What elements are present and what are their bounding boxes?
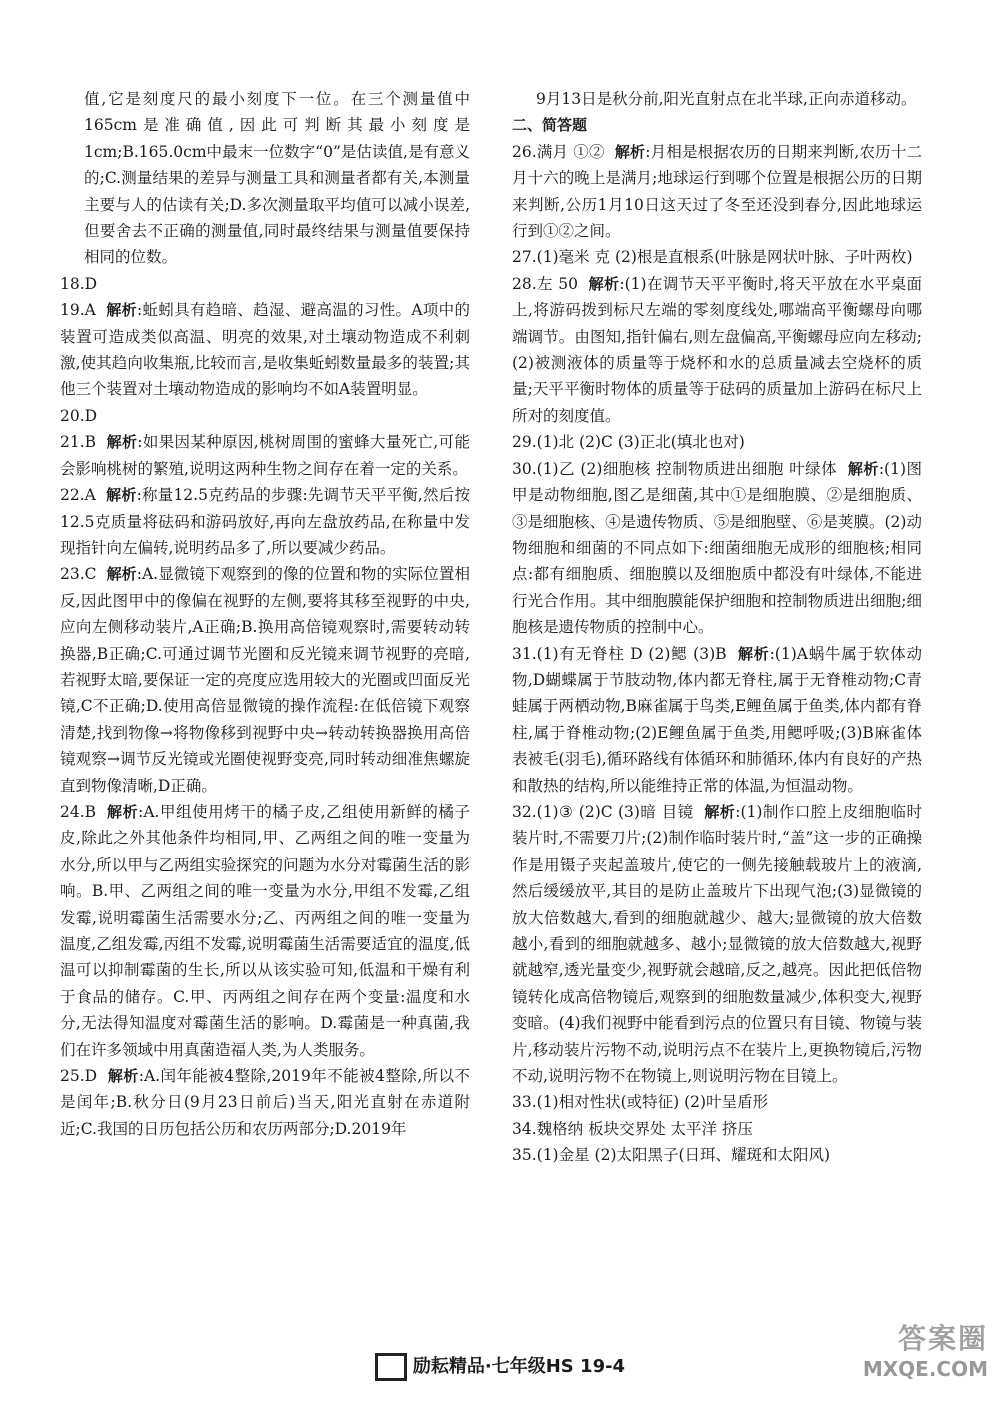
answer-34: 34.魏格纳 板块交界处 太平洋 挤压	[512, 1119, 753, 1138]
answer-28-head: 28.左 50	[512, 274, 578, 293]
answer-23-head: 23.C	[60, 565, 97, 584]
analysis-label: 解析	[106, 565, 137, 584]
right-column	[512, 86, 922, 1169]
footer-text: 励耘精品·七年级HS 19-4	[412, 1356, 626, 1377]
analysis-label: 解析	[106, 433, 138, 452]
answer-21	[60, 429, 470, 482]
watermark	[838, 1317, 988, 1391]
answer-24-body: :A.甲组使用烤干的橘子皮,乙组使用新鲜的橘子皮,除此之外其他条件均相同,甲、乙两组之间的唯一变量为水分,所以甲与乙两组实验探究的问题为水分对霉菌生活的影响。B.甲、乙两组之间的唯一变量为水分,甲组不发霉,乙组发霉,说明霉菌生活需要水分;乙、丙两组之间的唯一变量为温度,乙组发霉,丙组不发霉,说明霉菌生活需要适宜的温度,低温可以抑制霉菌的生长,所以从该实验可知,低温和干燥有利于食品的储存。C.甲、丙两组之间存在两个变量:温度和水分,无法得知温度对霉菌生活的影响。D.霉菌是一种真菌,我们在许多领域中用真菌造福人类,为人类服务。	[60, 802, 470, 1059]
answer-19-head: 19.A	[60, 301, 96, 320]
footer-logo-icon	[375, 1353, 407, 1381]
answer-24	[60, 799, 470, 1063]
answer-29: 29.(1)北 (2)C (3)正北(填北也对)	[512, 433, 745, 452]
answer-20: 20.D	[60, 406, 98, 425]
left-column	[60, 86, 470, 1142]
answer-19-body: :蚯蚓具有趋暗、趋湿、避高温的习性。A项中的装置可造成类似高温、明亮的效果,对土壤动物造成不利刺激,使其趋向收集瓶,比较而言,是收集蚯蚓数量最多的装置;其他三个装置对土壤动物造成的影响均不如A装置明显。	[60, 301, 470, 399]
answer-21-head: 21.B	[60, 433, 97, 452]
watermark-logo: 答案圈	[897, 1322, 988, 1355]
answer-24-head: 24.B	[60, 802, 97, 821]
answer-32	[512, 799, 922, 1089]
answer-30-head: 30.(1)乙 (2)细胞核 控制物质进出细胞 叶绿体	[512, 459, 838, 478]
answer-31-body: :(1)A蜗牛属于软体动物,D蝴蝶属于节肢动物,体内都无脊柱,属于无脊椎动物;C青蛙属于两栖动物,B麻雀属于鸟类,E鲤鱼属于鱼类,体内都有脊柱,属于脊椎动物;(2)E鲤鱼属于鱼类,用鳃呼吸;(3)B麻雀体表被毛(羽毛),循环路线有体循环和肺循环,体内有良好的产热和散热的结构,所以能维持正常的体温,为恒温动物。	[512, 644, 922, 795]
answer-28-body: :(1)在调节天平平衡时,将天平放在水平桌面上,将游码拨到标尺左端的零刻度线处,哪端高平衡螺母向哪端调节。由图知,指针偏右,则左盘偏高,平衡螺母应向左移动;(2)被测液体的质量等于烧杯和水的总质量减去空烧杯的质量;天平平衡时物体的质量等于砝码的质量加上游码在标尺上所对的刻度值。	[512, 274, 922, 425]
analysis-label: 解析	[106, 301, 137, 320]
answer-22-body: :称量12.5克药品的步骤:先调节天平平衡,然后按12.5克质量将砝码和游码放好,再向左盘放药品,在称量中发现指针向左偏转,说明药品多了,所以要减少药品。	[60, 486, 470, 557]
answer-26-body: :月相是根据农历的日期来判断,农历十二月十六的晚上是满月;地球运行到哪个位置是根据公历的日期来判断,公历1月10日这天过了冬至还没到春分,因此地球运行到①②之间。	[512, 142, 923, 241]
answer-35: 35.(1)金星 (2)太阳黑子(日珥、耀斑和太阳风)	[512, 1146, 831, 1165]
answer-25	[60, 1063, 470, 1142]
answer-23	[60, 561, 470, 799]
answer-18: 18.D	[60, 274, 98, 293]
answer-21-body: :如果因某种原因,桃树周围的蜜蜂大量死亡,可能会影响桃树的繁殖,说明这两种生物之间存在着一定的关系。	[60, 433, 470, 478]
analysis-label: 解析	[704, 802, 736, 821]
answer-28	[512, 271, 922, 429]
answer-33: 33.(1)相对性状(或特征) (2)叶呈盾形	[512, 1093, 769, 1112]
analysis-label: 解析	[614, 142, 646, 161]
watermark-url: MXQE.COM	[862, 1357, 988, 1381]
q25-continuation: 9月13日是秋分前,阳光直射点在北半球,正向赤道移动。	[536, 90, 917, 108]
analysis-label: 解析	[107, 1067, 139, 1086]
answer-26	[512, 139, 922, 245]
answer-19	[60, 297, 470, 403]
analysis-label: 解析	[588, 274, 620, 293]
section-heading: 二、简答题	[512, 116, 588, 135]
analysis-label: 解析	[106, 486, 137, 505]
answer-22	[60, 482, 470, 561]
answer-31	[512, 641, 922, 799]
answer-22-head: 22.A	[60, 486, 96, 505]
analysis-label: 解析	[847, 459, 879, 478]
answer-30	[512, 456, 922, 641]
answer-25-body: :A.闰年能被4整除,2019年不能被4整除,所以不是闰年;B.秋分日(9月23日前后)当天,阳光直射在赤道附近;C.我国的日历包括公历和农历两部分;D.2019年	[60, 1067, 470, 1138]
answer-32-body: :(1)制作口腔上皮细胞临时装片时,不需要刀片;(2)制作临时装片时,“盖”这一步的正确操作是用镊子夹起盖玻片,使它的一侧先接触载玻片上的液滴,然后缓缓放平,其目的是防止盖玻片下出现气泡;(3)显微镜的放大倍数越大,看到的细胞就越少、越大;显微镜的放大倍数越小,看到的细胞就越多、越小;显微镜的放大倍数越大,视野就越窄,透光量变少,视野就会越暗,反之,越亮。因此把低倍物镜转化成高倍物镜后,观察到的细胞数量减少,体积变大,视野变暗。(4)我们视野中能看到污点的位置只有目镜、物镜与装片,移动装片污物不动,说明污点不在装片上,更换物镜后,污物不动,说明污物不在物镜上,则说明污物在目镜上。	[512, 802, 922, 1086]
answer-27: 27.(1)毫米 克 (2)根是直根系(叶脉是网状叶脉、子叶两枚)	[512, 248, 913, 267]
analysis-label: 解析	[737, 644, 770, 663]
answer-23-body: :A.显微镜下观察到的像的位置和物的实际位置相反,因此图甲中的像偏在视野的左侧,要将其移至视野的中央,应向左侧移动装片,A正确;B.换用高倍镜观察时,需要转动转换器,B正确;C.可通过调节光圈和反光镜来调节视野的亮暗,若视野太暗,要保证一定的亮度应选用较大的光圈或凹面反光镜,C不正确;D.使用高倍显微镜的操作流程:在低倍镜下观察清楚,找到物像→将物像移到视野中央→转动转换器换用高倍镜观察→调节反光镜或光圈使视野变亮,同时转动细准焦螺旋直到物像清晰,D正确。	[60, 565, 470, 795]
answer-25-head: 25.D	[60, 1067, 98, 1086]
answer-30-body: :(1)图甲是动物细胞,图乙是细菌,其中①是细胞膜、②是细胞质、③是细胞核、④是遗传物质、⑤是细胞壁、⑥是荚膜。(2)动物细胞和细菌的不同点如下:细菌细胞无成形的细胞核;相同点:都有细胞质、细胞膜以及细胞质中都没有叶绿体,不能进行光合作用。其中细胞膜能保护细胞和控制物质进出细胞;细胞核是遗传物质的控制中心。	[512, 459, 922, 637]
analysis-label: 解析	[107, 802, 139, 821]
answer-26-head: 26.满月 ①②	[512, 142, 605, 161]
answer-32-head: 32.(1)③ (2)C (3)暗 目镜	[512, 802, 694, 821]
answer-31-head: 31.(1)有无脊柱 D (2)鳃 (3)B	[512, 644, 727, 663]
q17-continuation: 值,它是刻度尺的最小刻度下一位。在三个测量值中165cm是准确值,因此可判断其最小刻度是1cm;B.165.0cm中最末一位数字“0”是估读值,是有意义的;C.测量结果的差异与测量工具和测量者都有关,本测量主要与人的估读有关;D.多次测量取平均值可以减小误差,但要舍去不正确的测量值,同时最终结果与测量值要保持相同的位数。	[84, 90, 470, 267]
